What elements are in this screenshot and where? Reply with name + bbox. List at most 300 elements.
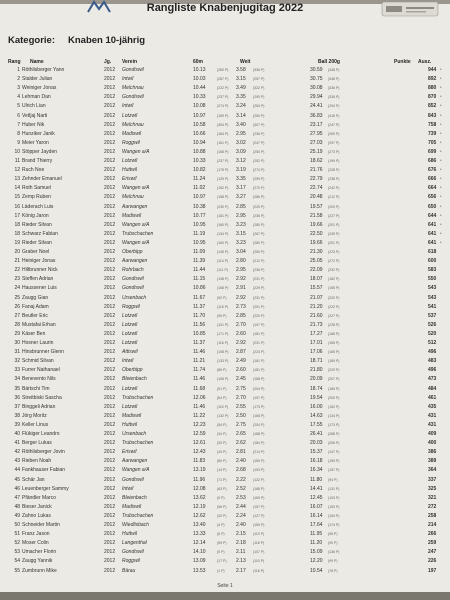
birth-year: 2012 [104,367,116,374]
sprint-points: (32 P) [217,513,227,518]
athlete-name: Vetljaj Narti [22,112,48,119]
table-row [0,521,450,529]
athlete-name: Graber Noel [22,249,50,255]
jump-points: (165 P) [253,413,265,418]
ball-distance: 22.09 [310,267,323,274]
jump-points: (267 P) [253,231,265,236]
ball-points: (99 P) [328,559,338,564]
ball-points: (200 P) [328,204,340,209]
jump-points: (231 P) [253,277,265,282]
birth-year: 2012 [104,94,116,101]
club-name: Bärau [122,567,136,574]
ball-distance: 11.20 [310,540,323,547]
jump-distance: 3.19 [236,167,246,174]
ball-points: (239 P) [328,231,340,236]
birth-year: 2012 [104,221,116,228]
jump-distance: 2.40 [236,458,246,465]
ball-points: (207 P) [328,377,340,382]
sprint-time: 12.23 [193,421,206,428]
rank-cell: 19 [14,239,20,246]
jump-points: (110 P) [253,559,265,564]
total-points: 644 [428,212,437,219]
birth-year: 2012 [104,330,116,337]
club-name: Lotzwil [122,112,138,119]
ball-distance: 17.55 [310,421,323,428]
athlete-name: Ruch Noe [22,167,45,174]
club-name: Eriswil [122,176,137,183]
sprint-points: (71 P) [217,477,227,482]
sprint-points: (161 P) [217,140,229,145]
sprint-time: 10.08 [193,103,206,110]
birth-year: 2012 [104,112,116,119]
athlete-name: Schmid Silvan [22,358,54,365]
page-number: Seite 1 [217,583,233,589]
total-points: 258 [428,512,437,519]
total-points: 473 [428,376,437,383]
table-row [0,394,450,402]
table-row [0,257,450,265]
sprint-points: (274 P) [217,104,229,109]
ball-distance: 36.83 [310,112,323,119]
table-row [0,412,450,420]
birth-year: 2012 [104,522,116,528]
total-points: 409 [428,431,437,437]
athlete-name: Meier Yaron [22,139,49,146]
athlete-name: Röthlisberger Jovin [22,449,65,456]
sprint-time: 13.40 [193,522,206,528]
award-mark: * [440,176,442,182]
ball-distance: 17.64 [310,522,323,528]
jump-distance: 3.12 [236,158,246,164]
sprint-points: (133 P) [217,359,229,364]
jump-points: (236 P) [253,268,265,273]
sprint-points: (160 P) [217,240,229,245]
jump-distance: 2.18 [236,540,246,547]
birth-year: 2012 [104,239,116,246]
sprint-time: 10.95 [193,239,206,246]
sprint-time: 11.09 [193,249,206,255]
athlete-name: Steffen Adrian [22,276,54,283]
rank-cell: 10 [14,148,20,155]
sprint-points: (54 P) [217,422,227,427]
sprint-points: (101 P) [217,322,229,327]
club-name: Trubschachen [122,394,154,401]
rank-cell: 49 [14,512,20,519]
sprint-time: 11.19 [193,230,206,237]
total-points: 496 [428,349,437,356]
club-name: Gondiswil [122,285,144,292]
club-name: Lotzwil [122,340,138,346]
ball-points: (90 P) [328,541,338,546]
sprint-time: 13.09 [193,558,206,565]
rank-cell: 50 [14,522,20,528]
ball-distance: 18.62 [310,158,323,164]
header-name: Name [30,59,44,65]
jump-distance: 2.75 [236,385,246,392]
birth-year: 2012 [104,194,116,201]
rank-cell: 30 [14,340,20,346]
rank-cell: 6 [17,112,20,119]
table-row [0,512,450,520]
sprint-points: (14 P) [217,468,227,473]
total-points: 676 [428,167,437,174]
ball-points: (134 P) [328,413,340,418]
jump-distance: 2.15 [236,531,246,538]
table-row [0,294,450,302]
sprint-time: 10.66 [193,130,206,137]
athlete-name: Ulrich Lian [22,103,46,110]
club-name: Oberbipp [122,249,143,255]
athlete-name: Furrer Nathanael [22,367,60,374]
ball-points: (223 P) [328,250,340,254]
sprint-time: 11.37 [193,303,206,310]
sprint-points: (138 P) [217,277,229,282]
birth-year: 2012 [104,167,116,174]
ball-points: (273 P) [328,149,340,154]
total-points: 325 [428,485,437,492]
jump-points: (184 P) [253,441,265,446]
ball-distance: 22.79 [310,176,323,183]
award-mark: * [440,139,442,145]
table-row [0,184,450,192]
ball-distance: 19.66 [310,221,323,228]
ball-points: (165 P) [328,341,340,345]
sprint-points: (116 P) [217,304,229,309]
jump-points: (336 P) [253,68,265,72]
table-row [0,84,450,92]
birth-year: 2012 [104,249,116,255]
total-points: 247 [428,549,437,556]
award-mark: * [440,239,442,245]
club-name: Lotzwil [122,330,138,337]
birth-year: 2012 [104,476,116,483]
club-name: Gondiswil [122,549,144,556]
table-row [0,193,450,201]
rank-cell: 25 [14,294,20,301]
club-name: Lotzwil [122,321,138,328]
sprint-points: (6 P) [217,532,225,537]
sprint-points: (114 P) [217,259,229,264]
athlete-name: Fanaj Adam [22,303,49,310]
sprint-points: (287 P) [217,77,229,82]
sprint-time: 11.37 [193,340,206,346]
athlete-name: Berger Lukas [22,440,52,447]
header-punkte: Punkte [394,59,411,65]
ball-distance: 30.59 [310,67,323,73]
club-name: Melchnau [122,121,144,128]
birth-year: 2012 [104,185,116,192]
table-row [0,548,450,556]
sprint-time: 10.58 [193,121,206,128]
rank-cell: 31 [14,349,20,356]
ball-points: (159 P) [328,459,340,464]
club-name: Lotzwil [122,158,138,164]
jump-distance: 3.15 [236,76,246,83]
jump-distance: 3.02 [236,139,246,146]
ball-distance: 14.41 [310,485,323,492]
ball-distance: 11.95 [310,531,323,538]
category-label: Kategorie: [8,35,55,46]
ball-points: (168 P) [328,331,340,336]
total-points: 843 [428,112,437,119]
table-row [0,503,450,511]
rank-cell: 4 [17,94,20,101]
athlete-name: Beutler Eric [22,312,48,319]
sprint-time: 12.08 [193,485,206,492]
athlete-name: Bieser Janick [22,503,52,510]
athlete-name: Haussener Luis [22,285,57,292]
ball-points: (416 P) [328,113,340,118]
total-points: 526 [428,321,437,328]
jump-points: (322 P) [253,86,265,91]
sprint-points: (1 P) [217,568,225,573]
bottom-edge [0,592,450,600]
jump-distance: 2.95 [236,130,246,137]
jump-distance: 3.17 [236,185,246,192]
jump-points: (231 P) [253,295,265,300]
ball-points: (147 P) [328,450,340,455]
club-name: Wiedlisbach [122,522,149,528]
jump-distance: 2.24 [236,512,246,519]
ball-distance: 21.58 [310,212,323,219]
ball-distance: 12.20 [310,558,323,565]
table-row [0,539,450,547]
club-name: Wangen a/A [122,467,150,474]
ball-points: (348 P) [328,68,340,72]
ball-distance: 25.19 [310,148,323,155]
ball-distance: 18.07 [310,276,323,283]
ball-distance: 19.57 [310,203,323,210]
jump-distance: 2.92 [236,294,246,301]
sprint-points: (64 P) [217,395,227,400]
athlete-name: König Jaron [22,212,49,219]
ball-points: (227 P) [328,213,340,218]
ball-points: (201 P) [328,240,340,245]
total-points: 431 [428,412,437,419]
ball-points: (232 P) [328,268,340,273]
jump-distance: 2.75 [236,421,246,428]
birth-year: 2012 [104,385,116,392]
rank-cell: 44 [14,467,20,474]
table-row [0,139,450,147]
ball-points: (78 P) [328,568,338,573]
ball-distance: 21.76 [310,167,323,174]
ball-points: (94 P) [328,477,338,482]
table-row [0,230,450,238]
ball-distance: 21.20 [310,303,323,310]
ball-points: (152 P) [328,404,340,409]
club-name: Melchnau [122,194,144,201]
rank-cell: 23 [14,276,20,283]
total-points: 543 [428,294,437,301]
athlete-name: Heiniger Jonas [22,258,56,265]
sprint-time: 12.62 [193,512,206,519]
table-row [0,348,450,356]
jump-distance: 2.13 [236,558,246,565]
sprint-time: 12.06 [193,394,206,401]
ball-points: (189 P) [328,386,340,391]
jump-distance: 2.52 [236,485,246,492]
birth-year: 2012 [104,431,116,437]
jump-points: (116 P) [253,568,265,573]
ball-distance: 17.01 [310,340,323,346]
club-name: Lotzwil [122,312,138,319]
award-mark: * [440,185,442,191]
sprint-points: (63 P) [217,486,227,491]
rank-cell: 27 [14,312,20,319]
birth-year: 2012 [104,276,116,283]
club-name: Bleienbach [122,494,147,501]
jump-distance: 2.73 [236,303,246,310]
jump-points: (122 P) [253,477,265,482]
total-points: 226 [428,558,437,565]
award-mark: * [440,85,442,91]
table-row [0,366,450,374]
total-points: 870 [428,94,437,101]
rank-cell: 26 [14,303,20,310]
sprint-points: (17 P) [217,559,227,564]
club-name: Ursenbach [122,431,147,437]
sprint-points: (158 P) [217,195,229,200]
sprint-time: 10.77 [193,212,206,219]
birth-year: 2012 [104,412,116,419]
table-row [0,421,450,429]
ball-distance: 16.14 [310,512,323,519]
club-name: Bleienbach [122,376,147,383]
award-mark: * [440,76,442,82]
rank-cell: 36 [14,394,20,401]
birth-year: 2012 [104,130,116,137]
jump-distance: 2.60 [236,367,246,374]
table-row [0,212,450,220]
ball-distance: 10.54 [310,567,323,574]
table-row [0,284,450,292]
sprint-points: (152 P) [217,186,229,191]
jump-points: (250 P) [253,113,265,118]
ball-points: (136 P) [328,550,340,555]
sprint-time: 12.19 [193,503,206,510]
rank-cell: 13 [14,176,20,183]
sprint-points: (33 P) [217,441,227,446]
birth-year: 2012 [104,376,116,383]
sprint-points: (86 P) [217,368,227,373]
club-name: Rohrbach [122,267,144,274]
ball-points: (157 P) [328,468,340,473]
birth-year: 2012 [104,340,116,346]
athlete-name: Keller Linus [22,421,49,428]
rank-cell: 3 [17,85,20,92]
header-60m: 60m [193,59,204,65]
ball-distance: 22.50 [310,230,323,237]
birth-year: 2012 [104,540,116,547]
award-mark: * [440,67,442,72]
sprint-time: 11.46 [193,376,206,383]
ball-distance: 30.75 [310,76,323,83]
award-mark: * [440,112,442,118]
total-points: 758 [428,121,437,128]
ball-points: (182 P) [328,277,340,282]
birth-year: 2012 [104,449,116,456]
ball-distance: 23.17 [310,121,323,128]
club-name: Madiswil [122,212,142,219]
jump-distance: 3.09 [236,148,246,155]
sprint-points: (111 P) [217,268,228,273]
birth-year: 2012 [104,349,116,356]
sprint-time: 11.83 [193,458,206,465]
sprint-time: 13.19 [193,467,206,474]
award-mark: * [440,203,442,209]
sprint-time: 10.33 [193,94,206,101]
table-row [0,102,450,110]
ball-points: (96 P) [328,532,338,537]
rank-cell: 24 [14,285,20,292]
sprint-time: 11.02 [193,185,206,192]
athlete-name: Huber Nik [22,121,45,128]
jump-distance: 2.87 [236,349,246,356]
jump-points: (204 P) [253,386,265,391]
table-row [0,385,450,393]
ball-distance: 21.60 [310,312,323,319]
ball-points: (154 P) [328,513,340,518]
jump-points: (197 P) [253,395,265,400]
birth-year: 2012 [104,258,116,265]
club-name: Roggwil [122,558,140,565]
ball-distance: 21.07 [310,294,323,301]
club-name: Madiswil [122,412,142,419]
ball-distance: 14.63 [310,412,323,419]
jump-distance: 3.58 [236,67,246,73]
rank-cell: 1 [17,67,20,73]
table-row [0,303,450,311]
jump-points: (113 P) [253,532,265,537]
club-name: Trubschachen [122,440,154,447]
rank-cell: 22 [14,267,20,274]
total-points: 520 [428,330,437,337]
total-points: 431 [428,421,437,428]
table-row [0,66,450,74]
birth-year: 2012 [104,303,116,310]
jump-distance: 2.11 [236,549,246,556]
jump-points: (220 P) [253,313,265,318]
club-name: Intwil [122,103,134,110]
table-row [0,148,450,156]
jump-points: (193 P) [253,468,265,473]
birth-year: 2012 [104,212,116,219]
total-points: 600 [428,258,437,265]
sprint-time: 10.88 [193,148,206,155]
table-row [0,239,450,247]
rank-cell: 18 [14,221,20,228]
athlete-name: Hinsbrunner Glenn [22,349,64,356]
jump-points: (157 P) [253,504,265,509]
birth-year: 2012 [104,512,116,519]
ball-distance: 17.27 [310,330,323,337]
ball-points: (212 P) [328,195,340,200]
sprint-time: 11.15 [193,276,206,283]
club-name: Aarwangen [122,458,148,465]
header-verein: Verein [122,59,138,65]
jump-distance: 2.70 [236,394,246,401]
ball-distance: 29.94 [310,94,323,101]
sprint-points: (132 P) [217,413,229,418]
table-row [0,166,450,174]
birth-year: 2012 [104,494,116,501]
jump-points: (214 P) [253,450,265,455]
club-name: Madiswil [122,130,142,137]
ball-distance: 18.71 [310,358,323,365]
jump-distance: 2.49 [236,358,246,365]
award-mark: * [440,121,442,127]
